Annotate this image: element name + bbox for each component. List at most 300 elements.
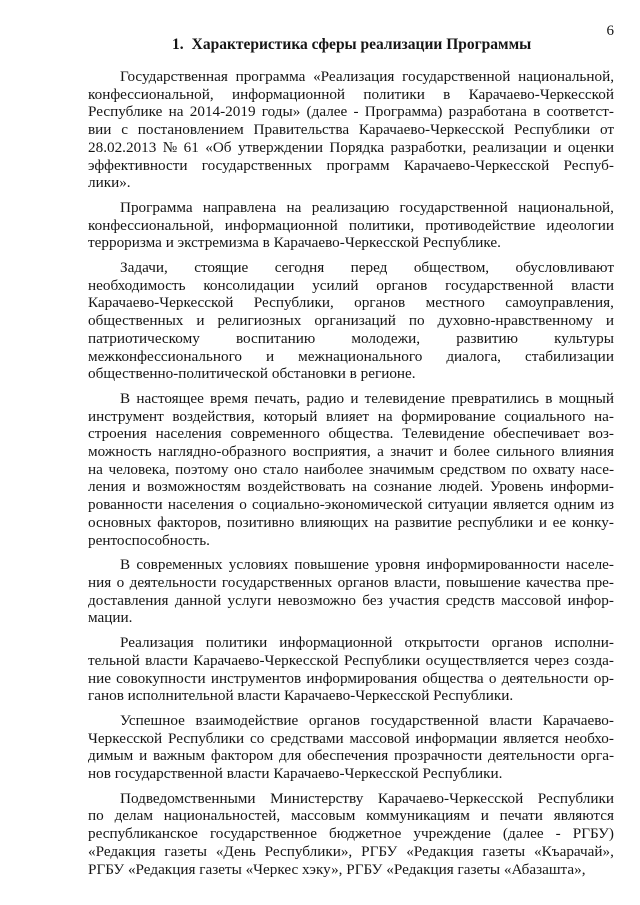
word: является [503, 729, 559, 747]
word: «Реализация [313, 68, 395, 85]
word: о [116, 573, 125, 591]
word: исполни- [554, 634, 614, 652]
word: 2014-2019 [189, 103, 256, 121]
text-line: РГБУ «Редакция газеты «Черкес хэку», РГБУ «Редакция газеты «Абазашта», [88, 860, 586, 878]
word: развитию [456, 329, 518, 347]
word: органов [354, 294, 406, 312]
word: по [408, 312, 425, 330]
word: инструментов [210, 669, 302, 687]
word: В [120, 556, 131, 574]
word: религиозных [217, 312, 302, 330]
word: учреждение [413, 825, 491, 843]
word: Программа) [364, 103, 443, 121]
word: орга- [580, 747, 614, 765]
word: стало [262, 460, 299, 478]
word: восприятия, [292, 443, 371, 461]
paragraph [88, 259, 614, 383]
word: время [210, 389, 249, 407]
word: власти, [394, 573, 441, 591]
word: на [352, 478, 367, 496]
word: Государственная [120, 68, 228, 85]
word: без [362, 591, 383, 609]
word: культуры [554, 329, 614, 347]
word: настоящее [136, 389, 204, 407]
word: на [286, 198, 302, 216]
word: повышение [446, 573, 521, 591]
word: политики, [348, 216, 415, 234]
word: духовно-нравственному [437, 312, 593, 330]
word: открытости [404, 634, 480, 652]
word: для [279, 747, 302, 765]
word: влияет [326, 407, 370, 425]
text-line [88, 121, 614, 139]
text-line [88, 843, 614, 861]
word: государственной [399, 198, 508, 216]
word: диалога, [446, 347, 501, 365]
word: деятельности [129, 573, 217, 591]
word: информированности [426, 556, 560, 574]
word: и [553, 138, 562, 156]
word: поэтому [175, 460, 229, 478]
word: общественных [88, 312, 184, 330]
text-line [88, 747, 614, 765]
word: ления [88, 478, 126, 496]
word: «Редакция [406, 842, 474, 860]
word: необходимость [88, 276, 186, 294]
word: Респуб- [563, 156, 614, 174]
word: организаций [314, 312, 396, 330]
page-number: 6 [606, 23, 614, 39]
word: и [439, 443, 448, 461]
word: государственное [209, 825, 317, 843]
word: значимым [368, 460, 435, 478]
text-line [88, 825, 614, 843]
text-line [88, 294, 614, 312]
word: разработана [448, 103, 527, 121]
text-line [88, 68, 614, 86]
word: № [162, 138, 178, 156]
word: наиболее [304, 460, 364, 478]
word: современного [230, 425, 320, 443]
text-line [88, 390, 614, 408]
word: идеологии [546, 216, 614, 234]
word: межнационального [298, 347, 423, 365]
text-line [88, 574, 614, 592]
word: воспитанию [235, 329, 316, 347]
word: патриотическому [88, 329, 200, 347]
word: (далее [502, 825, 544, 843]
word: бюджетное [329, 825, 402, 843]
word: молодежи, [351, 329, 421, 347]
word: наглядно-образного [158, 443, 287, 461]
word: информации [415, 729, 498, 747]
text-line [88, 86, 614, 104]
word: воздействовать [247, 478, 346, 496]
word: делам [114, 807, 153, 825]
text-line [88, 478, 614, 496]
word: ние [88, 669, 111, 687]
word: участия [389, 591, 440, 609]
word: конфессиональной, [88, 216, 214, 234]
word: программа [235, 68, 306, 85]
word: В [120, 389, 131, 407]
word: мощный [558, 389, 614, 407]
word: и [132, 478, 141, 496]
word: стабилизации [524, 347, 614, 365]
word: населения [167, 496, 234, 514]
word: эффективности [88, 156, 188, 174]
paragraph [88, 712, 614, 783]
word: на [377, 407, 393, 425]
word: республиканское [88, 825, 198, 843]
word: возможностям [147, 478, 241, 496]
section-title: Характеристика сферы реализации Программы [191, 36, 532, 53]
word: ния [88, 573, 112, 591]
word: Черкесской [88, 729, 163, 747]
word: влияния [561, 443, 614, 461]
text-line: мации. [88, 609, 133, 627]
word: ситуации [427, 496, 488, 514]
word: воздействия, [172, 407, 255, 425]
paragraph [88, 68, 614, 192]
word: политики [205, 634, 268, 652]
word: 61 [183, 138, 199, 156]
text-line [88, 496, 614, 514]
word: направлена [202, 198, 277, 216]
word: противодействие [425, 216, 536, 234]
word: органов [491, 634, 543, 652]
word: Реализация [120, 634, 194, 652]
word: по [88, 807, 104, 825]
word: государственной [445, 276, 554, 294]
word: газеты [482, 842, 526, 860]
text-line: нов государственной власти Карачаево-Черкесской Республики. [88, 765, 503, 783]
word: оценки [567, 138, 614, 156]
word: более [453, 443, 490, 461]
word: национальной, [518, 68, 614, 85]
word: взаимодействие [195, 711, 299, 729]
word: обществом, [413, 259, 490, 277]
text-line [88, 139, 614, 157]
word: можность [88, 443, 152, 461]
word: печать, [254, 389, 301, 407]
word: и [605, 312, 614, 330]
word: фактором [210, 747, 274, 765]
paragraph [88, 634, 614, 705]
word: сегодня [274, 259, 325, 277]
word: 28.02.2013 [88, 138, 157, 156]
word: важным [152, 747, 206, 765]
word: превратились [451, 389, 540, 407]
word: рованности [88, 496, 163, 514]
word: национальностей, [163, 807, 281, 825]
word: обеспечивает [493, 425, 580, 443]
word: средством [439, 460, 506, 478]
word: усилий [312, 276, 359, 294]
text-line: ганов исполнительной власти Карачаево-Черкесской Республики. [88, 687, 514, 705]
word: органов [337, 573, 389, 591]
word: социально-экономической [252, 496, 423, 514]
text-line [88, 103, 614, 121]
word: политики [363, 85, 425, 103]
word: утверждении [237, 138, 323, 156]
word: информирования [306, 669, 418, 687]
word: Подведомственными [120, 789, 256, 807]
word: социального [504, 407, 586, 425]
text-line [88, 425, 614, 443]
word: на- [594, 407, 614, 425]
word: Республики, [253, 294, 334, 312]
word: в [443, 85, 451, 103]
word: конку- [571, 513, 614, 531]
section-number: 1. [172, 36, 184, 53]
text-line: рентоспособность. [88, 531, 210, 549]
word: консолидации [203, 276, 295, 294]
word: позитивно [226, 513, 295, 531]
word: Карачаево-Черкесской [358, 121, 505, 139]
word: «Об [205, 138, 232, 156]
text-line [88, 652, 614, 670]
word: сильного [496, 443, 555, 461]
word: формирование [401, 407, 496, 425]
word: информационной [231, 85, 346, 103]
word: повышение [294, 556, 369, 574]
word: соответст- [546, 103, 614, 121]
word: невозможно [277, 591, 357, 609]
word: разработки, [390, 138, 467, 156]
word: государственной [370, 711, 479, 729]
section-heading [88, 36, 614, 54]
word: с [121, 121, 128, 139]
word: и [139, 747, 148, 765]
word: на [374, 513, 390, 531]
word: - [353, 103, 359, 121]
word: информационной [224, 216, 338, 234]
word: массовой [349, 729, 410, 747]
text-line [88, 277, 614, 295]
paragraph [88, 199, 614, 252]
word: Карачаево-Черкесской [377, 789, 524, 807]
text-line [88, 312, 614, 330]
word: государственных [201, 156, 313, 174]
word: созда- [574, 651, 614, 669]
word: на [88, 460, 103, 478]
text-line [88, 790, 614, 808]
word: людей. [438, 478, 484, 496]
word: данной [174, 591, 222, 609]
word: стоящие [194, 259, 249, 277]
word: в [533, 103, 541, 121]
word: являются [553, 807, 614, 825]
word: РГБУ) [572, 825, 614, 843]
text-line [88, 730, 614, 748]
word: через [534, 651, 570, 669]
word: уровня [375, 556, 421, 574]
word: деятельности [488, 747, 575, 765]
word: органов [376, 276, 428, 294]
word: доставления [88, 591, 169, 609]
word: на [168, 103, 184, 121]
word: охвату [532, 460, 575, 478]
word: который [263, 407, 318, 425]
word: газеты [164, 842, 207, 860]
word: Республики [344, 651, 421, 669]
text-line [88, 157, 614, 175]
word: Порядка [329, 138, 385, 156]
word: совокупности [116, 669, 206, 687]
word: осуществляется [425, 651, 529, 669]
word: вии [88, 121, 112, 139]
word: Карачаево-Черкесской [468, 85, 614, 103]
word: о [239, 496, 247, 514]
word: реализации [472, 138, 547, 156]
text-line [88, 461, 614, 479]
paragraph [88, 556, 614, 627]
text-line [88, 330, 614, 348]
word: Карачаево-Черкесской [88, 294, 234, 312]
word: массовой [501, 591, 562, 609]
document-content [88, 36, 614, 885]
word: Республики [167, 729, 245, 747]
word: насе- [580, 460, 614, 478]
word: со [250, 729, 265, 747]
word: национальной, [518, 198, 614, 216]
word: массовым [291, 807, 356, 825]
word: «Редакция [88, 842, 156, 860]
word: населе- [566, 556, 614, 574]
word: Задачи, [120, 259, 168, 277]
word: человека, [108, 460, 170, 478]
word: общества [422, 669, 484, 687]
word: самоуправления, [505, 294, 614, 312]
word: средствами [270, 729, 344, 747]
text-line [88, 807, 614, 825]
text-line: общественно-политической обстановки в регионе. [88, 365, 416, 383]
word: влияющих [300, 513, 369, 531]
word: пре- [586, 573, 614, 591]
text-line [88, 712, 614, 730]
word: программ [326, 156, 390, 174]
word: развитие [394, 513, 452, 531]
body-text [88, 68, 614, 878]
word: Республики [514, 121, 591, 139]
word: о [488, 669, 497, 687]
word: основных [88, 513, 152, 531]
word: государственных [221, 573, 333, 591]
word: местного [425, 294, 485, 312]
word: деятельности [501, 669, 589, 687]
word: органов [308, 711, 360, 729]
word: средств [445, 591, 495, 609]
word: ее [552, 513, 567, 531]
word: Уровень [489, 478, 544, 496]
word: тельной [88, 651, 140, 669]
word: годы» [261, 103, 301, 121]
word: факторов, [157, 513, 222, 531]
word: перед [350, 259, 388, 277]
word: и [196, 312, 205, 330]
text-line [88, 556, 614, 574]
word: услуги [227, 591, 272, 609]
word: республики [457, 513, 534, 531]
word: обусловливают [515, 259, 614, 277]
word: прозрачности [393, 747, 483, 765]
word: Республики», [264, 842, 353, 860]
text-line [88, 259, 614, 277]
word: общества. [328, 425, 394, 443]
word: Программа [120, 198, 193, 216]
word: Республики [537, 789, 614, 807]
word: оно [234, 460, 258, 478]
word: современных [136, 556, 223, 574]
word: постановлением [137, 121, 244, 139]
word: инфор- [567, 591, 614, 609]
word: качества [525, 573, 582, 591]
word: (далее [306, 103, 348, 121]
word: - [555, 825, 561, 843]
text-line [88, 408, 614, 426]
word: Республике [88, 103, 163, 121]
word: печати [499, 807, 543, 825]
word: радио [306, 389, 345, 407]
word: и [265, 347, 275, 365]
word: Карачаево- [542, 711, 614, 729]
word: от [599, 121, 614, 139]
text-line [88, 514, 614, 532]
word: строения [88, 425, 147, 443]
text-line [88, 670, 614, 688]
word: государственной [402, 68, 511, 85]
word: ор- [593, 669, 614, 687]
text-line: терроризма и экстремизма в Карачаево-Черкесской Республике. [88, 234, 501, 252]
word: конфессиональной, [88, 85, 214, 103]
word: воз- [588, 425, 614, 443]
word: одним [553, 496, 595, 514]
text-line [88, 217, 614, 235]
word: по [511, 460, 528, 478]
word: РГБУ [361, 842, 398, 860]
word: Правительства [253, 121, 350, 139]
word: Телевидение [402, 425, 485, 443]
word: условиях [228, 556, 289, 574]
word: власти [145, 651, 188, 669]
word: населения [155, 425, 222, 443]
word: телевидение [364, 389, 446, 407]
word: реализацию [311, 198, 390, 216]
paragraph [88, 790, 614, 879]
text-line [88, 634, 614, 652]
text-line [88, 348, 614, 366]
word: Карачаево-Черкесской [403, 156, 550, 174]
word: «День [215, 842, 256, 860]
text-line [88, 443, 614, 461]
word: обеспечения [307, 747, 389, 765]
word: а [377, 443, 384, 461]
word: необхо- [564, 729, 614, 747]
word: «Къарачай», [534, 842, 614, 860]
word: межконфессионального [88, 347, 243, 365]
word: в [545, 389, 553, 407]
word: Министерству [270, 789, 364, 807]
word: Успешное [120, 711, 185, 729]
word: коммуникациям [366, 807, 470, 825]
word: власти [489, 711, 533, 729]
text-line: лики». [88, 174, 131, 192]
word: и [350, 389, 359, 407]
word: сознание [373, 478, 432, 496]
word: информационной [279, 634, 393, 652]
paragraph [88, 390, 614, 549]
